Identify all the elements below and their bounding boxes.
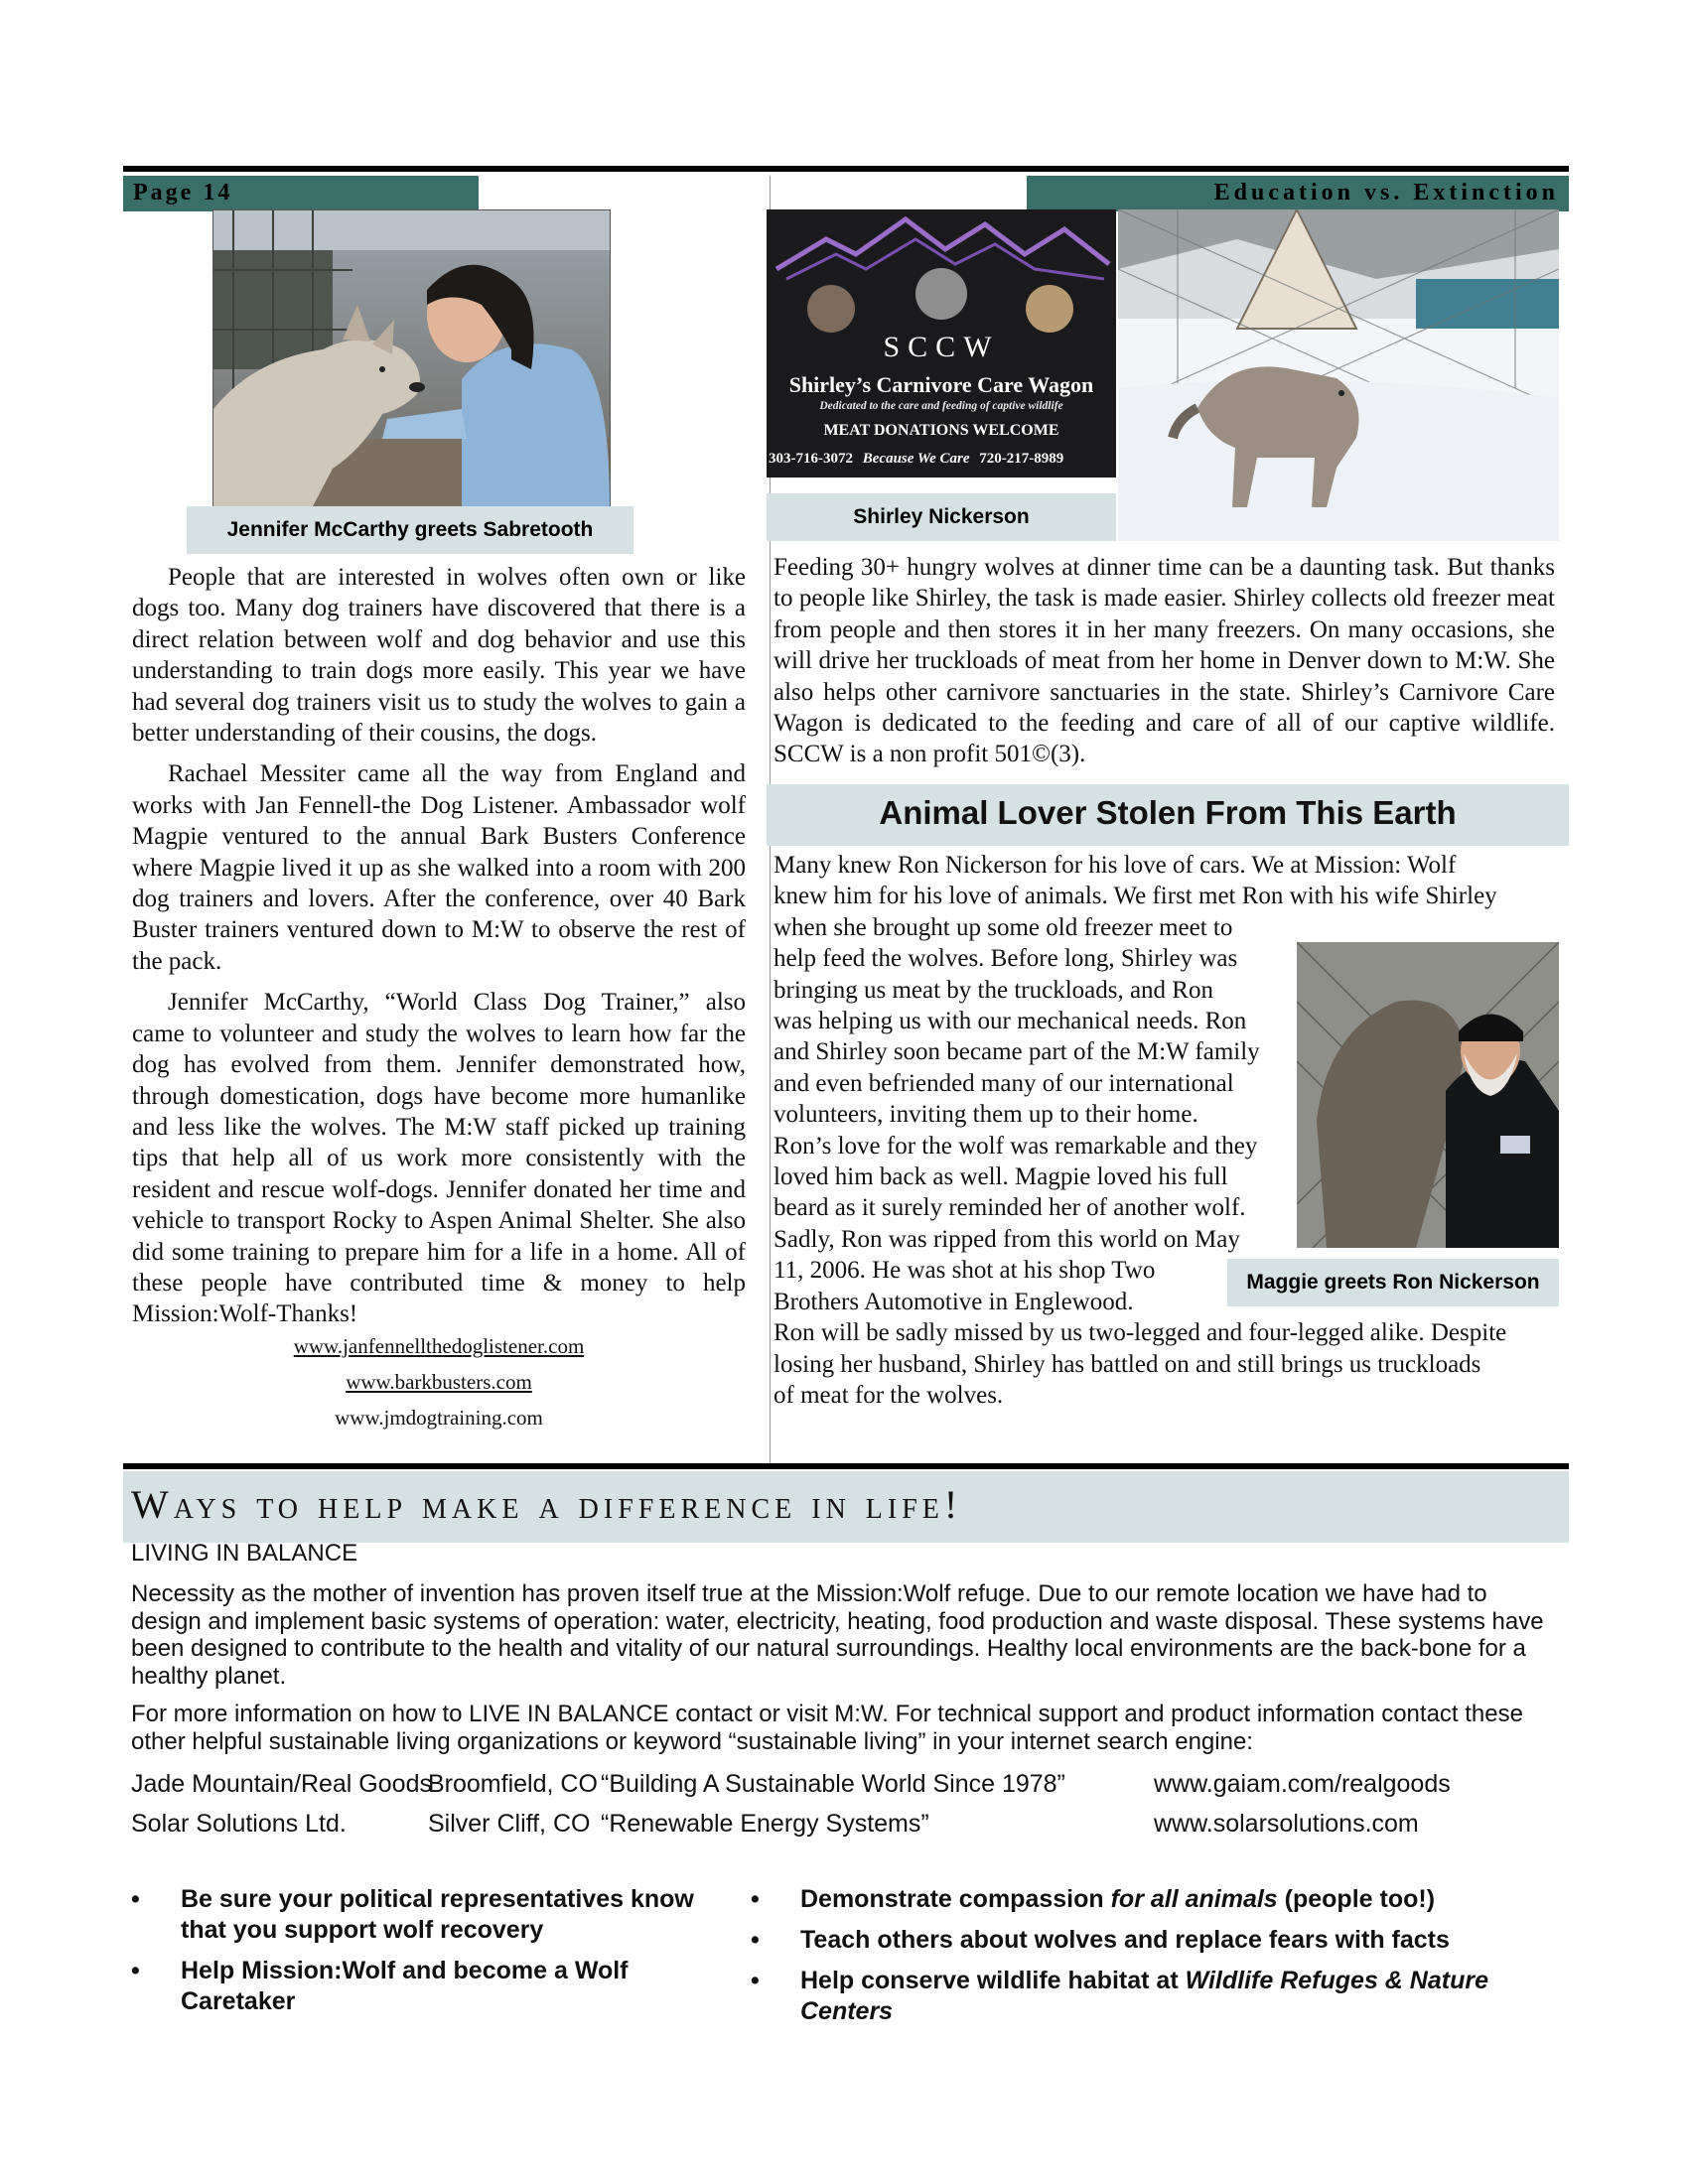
ron-line: Many knew Ron Nickerson for his love of cars. We at Mission: Wolf [774,852,1457,879]
bullet-text: Help Mission:Wolf and become a Wolf Caretaker [181,1957,629,2015]
ways-heading-bar [123,1471,1569,1543]
ron-line: loved him back as well. Magpie loved his full [774,1163,1228,1191]
sccw-name: Shirley’s Carnivore Care Wagon [788,372,1094,397]
living-in-balance-heading: LIVING IN BALANCE [131,1540,358,1567]
bullet-text: Teach others about wolves and replace fears with facts [800,1926,1450,1954]
sccw-because: Because We Care [862,451,970,467]
photo-ron-nickerson [1297,942,1559,1248]
org-location: Silver Cliff, CO [428,1810,591,1838]
sccw-phone-line [769,451,1116,468]
bullet-item [131,1956,727,2017]
ron-line: Ron’s love for the wolf was remarkable and they [774,1132,1258,1160]
org-motto: “Building A Sustainable World Since 1978” [601,1770,1065,1798]
photo-wolf-in-snow [1118,209,1559,541]
section-rule [123,1463,1569,1469]
bullet-dot: • [751,1967,760,1994]
photo-jennifer-sabretooth [212,209,611,507]
ways-paragraph-2: For more information on how to LIVE IN BALANCE contact or visit M:W. For technical support and product information contact these other helpful sustainable living organizations or keyword “sustainable living” in your internet search engine: [131,1701,1523,1755]
ron-line: beard as it surely reminded her of another wolf. [774,1194,1246,1222]
bullet-item [751,1884,1559,1915]
header-section-bar [1027,176,1569,211]
bullets-right [751,1884,1559,2037]
sccw-logo-art [767,209,1116,339]
bullets-left [131,1884,727,2027]
sccw-phone-2: 720-217-8989 [979,451,1064,467]
ron-line: bringing us meat by the truckloads, and Ron [774,976,1213,1004]
left-paragraph-3: Jennifer McCarthy, “World Class Dog Trainer,” also came to volunteer and study the wolves to learn how far the dog has evolved from them. Jennifer demonstrated how, through domestication, dogs have become more humanlike and less like the wolves. The M:W staff picked up training tips that help all of us work more consistently with the resident and rescue wolf-dogs. Jennifer donated her time and vehicle to transport Rocky to Aspen Animal Shelter. She also did some training to prepare him for a life in a home. All of these people have contributed time & money to help Mission:Wolf-Thanks! [132,989,746,1328]
section-title: Education vs. Extinction [1213,180,1559,205]
left-article [132,562,746,1340]
bullet-dot: • [751,1926,760,1954]
feeding-paragraph [774,552,1555,770]
bullet-dot: • [131,1957,140,1984]
ron-line: volunteers, inviting them up to their home. [774,1101,1198,1129]
top-rule [123,166,1569,172]
link-bark-busters[interactable]: www.barkbusters.com [346,1370,532,1394]
ron-line: 11, 2006. He was shot at his shop Two [774,1257,1156,1285]
ron-line: Ron will be sadly missed by us two-legged and four-legged alike. Despite [774,1319,1507,1347]
ron-line: and Shirley soon became part of the M:W family [774,1038,1260,1066]
ron-line: Brothers Automotive in Englewood. [774,1288,1134,1315]
bullet-emphasis: for all animals [1110,1885,1278,1913]
article-heading-bar [767,784,1569,846]
photo-jennifer-illustration [213,210,610,506]
article-heading: Animal Lover Stolen From This Earth [879,794,1457,831]
bullet-dot: • [131,1885,140,1913]
bullet-item [751,1966,1559,2027]
ways-paragraph-1: Necessity as the mother of invention has proven itself true at the Mission:Wolf refuge. Due to our remote location we have had to design and implement basic systems of operation: water, electricity, heating, food production and waste disposal. These systems have been designed to contribute to the health and vitality of our natural surroundings. Healthy local environments are the back-bone for a healthy planet. [131,1580,1544,1690]
feeding-text: Feeding 30+ hungry wolves at dinner time can be a daunting task. But thanks to people like Shirley, the task is made easier. Shirley collects old freezer meat from people and then stores it in her many freezers. On many occasions, she will drive her truckloads of meat from her home in Denver down to M:W. She also helps other carnivore sanctuaries in the state. Shirley’s Carnivore Care Wagon is dedicated to the feeding and care of all of our captive wildlife. SCCW is a non profit 501©(3). [774,554,1555,768]
header-page-bar [123,176,479,211]
bullet-item [131,1884,727,1946]
bullet-text-end: (people too!) [1277,1885,1436,1913]
photo-caption-jennifer: Jennifer McCarthy greets Sabretooth [187,506,633,554]
ron-line: help feed the wolves. Before long, Shirley was [774,945,1238,973]
org-url[interactable]: www.gaiam.com/realgoods [1154,1770,1451,1798]
org-motto: “Renewable Energy Systems” [601,1810,929,1838]
org-name: Solar Solutions Ltd. [131,1810,347,1838]
photo-ron-illustration [1297,942,1559,1248]
ways-heading: Ways to help make a difference in life! [131,1482,963,1527]
photo-caption-shirley: Shirley Nickerson [767,493,1116,541]
ron-line: when she brought up some old freezer meet to [774,913,1233,941]
left-paragraph-2: Rachael Messiter came all the way from England and works with Jan Fennell-the Dog Listener. Ambassador wolf Magpie ventured to the annual Bark Busters Conference where Magpie lived it up as she walked into a room with 200 dog trainers and lovers. After the conference, over 40 Bark Buster trainers ventured down to M:W to observe the rest of the pack. [132,760,746,975]
photo-caption-ron: Maggie greets Ron Nickerson [1227,1259,1559,1306]
left-paragraph-1: People that are interested in wolves often own or like dogs too. Many dog trainers have discovered that there is a direct relation between wolf and dog behavior and use this understanding to train dogs more easily. This year we have had several dog trainers visit us to study the wolves to gain a better understanding of their cousins, the dogs. [132,564,746,748]
org-name: Jade Mountain/Real Goods [131,1770,432,1798]
link-jm-dog-training[interactable]: www.jmdogtraining.com [335,1406,543,1430]
bullet-text: Demonstrate compassion [800,1885,1111,1913]
bullet-emphasis: Wildlife Refuges & Nature Centers [800,1967,1488,2025]
bullet-item [751,1925,1559,1956]
bullet-text: Be sure your political representatives know that you support wolf recovery [181,1885,694,1944]
ron-line: losing her husband, Shirley has battled on and still brings us truckloads [774,1350,1481,1378]
bullet-dot: • [751,1885,760,1913]
sccw-initials: SCCW [883,331,1000,363]
org-url[interactable]: www.solarsolutions.com [1154,1810,1419,1838]
link-jan-fennell[interactable]: www.janfennellthedoglistener.com [293,1334,585,1358]
photo-wolf-snow-illustration [1118,209,1559,541]
sccw-meat-donations: MEAT DONATIONS WELCOME [823,422,1059,439]
page-number: Page 14 [133,180,233,205]
sccw-logo [767,209,1116,478]
ron-line: Sadly, Ron was ripped from this world on May [774,1225,1240,1253]
ron-line: and even befriended many of our international [774,1069,1234,1097]
sccw-tagline: Dedicated to the care and feeding of captive wildlife [819,400,1063,412]
org-location: Broomfield, CO [428,1770,598,1798]
ron-line: of meat for the wolves. [774,1381,1004,1409]
sccw-phone-1: 303-716-3072 [769,451,853,467]
ron-line: was helping us with our mechanical needs. Ron [774,1008,1247,1035]
ron-line: knew him for his love of animals. We first met Ron with his wife Shirley [774,883,1497,910]
bullet-text: Help conserve wildlife habitat at [800,1967,1186,1994]
